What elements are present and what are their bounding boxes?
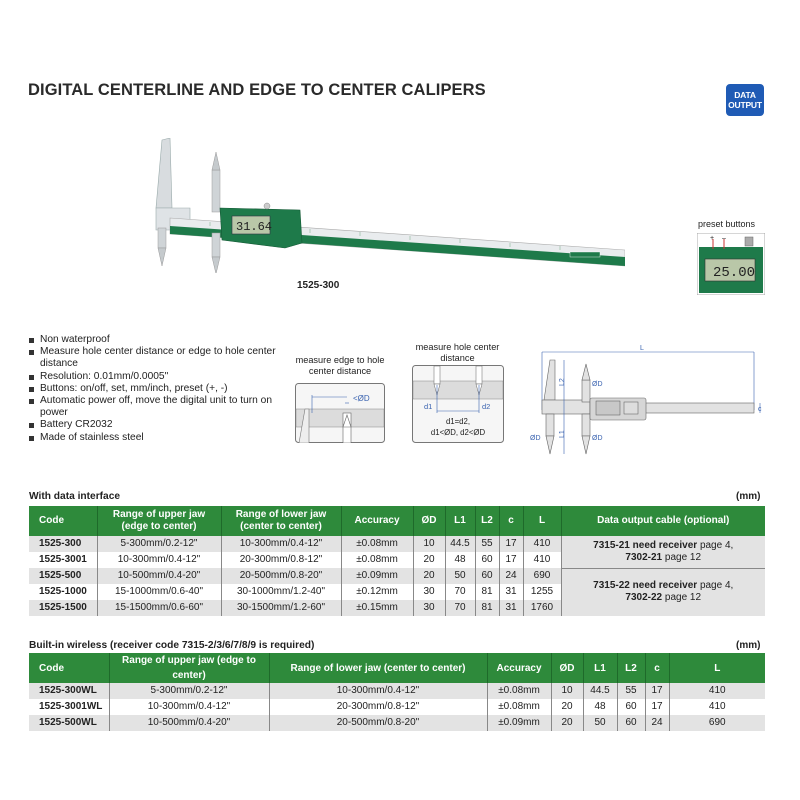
cell-l1: 50 xyxy=(445,568,475,584)
feature-item: Made of stainless steel xyxy=(28,432,288,444)
table1-title: With data interface xyxy=(29,491,121,502)
cell-code: 1525-1500 xyxy=(29,600,97,616)
dimension-diagram xyxy=(530,340,790,470)
cell-l2: 55 xyxy=(475,536,499,552)
cell-od: 30 xyxy=(413,600,445,616)
cell-code: 1525-3001 xyxy=(29,552,97,568)
cell-l2: 60 xyxy=(617,699,645,715)
svg-text:31.64: 31.64 xyxy=(236,220,273,234)
col-l1: L1 xyxy=(583,653,617,683)
cell-l2: 81 xyxy=(475,600,499,616)
cell-l1: 70 xyxy=(445,600,475,616)
cell-accuracy: ±0.08mm xyxy=(341,552,413,568)
hole-center-diagram xyxy=(412,365,504,443)
cell-c: 17 xyxy=(499,536,523,552)
edge-to-hole-diagram xyxy=(295,383,385,443)
cell-l: 410 xyxy=(523,552,561,568)
col-l: L xyxy=(669,653,765,683)
col-code: Code xyxy=(29,653,109,683)
cell-lower: 10-300mm/0.4-12" xyxy=(269,683,487,699)
feature-item: Buttons: on/off, set, mm/inch, preset (+, -) xyxy=(28,383,288,395)
cell-od: 10 xyxy=(551,683,583,699)
cell-code: 1525-3001WL xyxy=(29,699,109,715)
cell-accuracy: ±0.08mm xyxy=(487,683,551,699)
cell-upper: 10-300mm/0.4-12" xyxy=(97,552,221,568)
feature-item: Non waterproof xyxy=(28,334,288,346)
cell-accuracy: ±0.08mm xyxy=(341,536,413,552)
cell-c: 24 xyxy=(645,715,669,731)
cell-l1: 70 xyxy=(445,584,475,600)
col-od: ØD xyxy=(413,506,445,536)
cell-l: 690 xyxy=(523,568,561,584)
cell-c: 17 xyxy=(499,552,523,568)
svg-text:L: L xyxy=(640,345,644,352)
cell-lower: 30-1000mm/1.2-40" xyxy=(221,584,341,600)
col-upper-jaw: Range of upper jaw (edge to center) xyxy=(109,653,269,683)
cell-l1: 44.5 xyxy=(583,683,617,699)
svg-text:ØD: ØD xyxy=(592,435,603,442)
data-interface-table xyxy=(29,506,765,616)
cell-upper: 10-500mm/0.4-20" xyxy=(109,715,269,731)
col-lower-jaw: Range of lower jaw (center to center) xyxy=(269,653,487,683)
table-row xyxy=(29,699,765,715)
feature-list xyxy=(28,334,288,444)
cell-l: 410 xyxy=(669,699,765,715)
preset-buttons-label: preset buttons xyxy=(698,219,756,229)
cell-code: 1525-1000 xyxy=(29,584,97,600)
svg-text:d1=d2,: d1=d2, xyxy=(445,417,471,426)
svg-text:d1<ØD, d2<ØD: d1<ØD, d2<ØD xyxy=(430,428,486,437)
cell-l1: 48 xyxy=(583,699,617,715)
cell-accuracy: ±0.09mm xyxy=(341,568,413,584)
cell-l: 1760 xyxy=(523,600,561,616)
cell-l1: 44.5 xyxy=(445,536,475,552)
svg-text:d1: d1 xyxy=(424,402,433,411)
cell-lower: 20-500mm/0.8-20" xyxy=(221,568,341,584)
col-l1: L1 xyxy=(445,506,475,536)
page-title: DIGITAL CENTERLINE AND EDGE TO CENTER CALIPERS xyxy=(28,81,486,99)
col-code: Code xyxy=(29,506,97,536)
cell-lower: 30-1500mm/1.2-60" xyxy=(221,600,341,616)
badge-line1: DATA xyxy=(734,90,756,100)
table1-unit: (mm) xyxy=(736,491,761,502)
col-cable: Data output cable (optional) xyxy=(561,506,765,536)
col-l2: L2 xyxy=(617,653,645,683)
preset-buttons-image xyxy=(697,233,765,295)
cell-code: 1525-500WL xyxy=(29,715,109,731)
edge-diagram-label: measure edge to hole center distance xyxy=(295,355,385,376)
cell-accuracy: ±0.09mm xyxy=(487,715,551,731)
svg-text:L2: L2 xyxy=(559,378,566,386)
svg-text:c: c xyxy=(758,406,762,413)
feature-item: Resolution: 0.01mm/0.0005" xyxy=(28,371,288,383)
cell-od: 20 xyxy=(413,568,445,584)
cell-l: 690 xyxy=(669,715,765,731)
data-output-badge xyxy=(726,84,764,116)
table-row xyxy=(29,715,765,731)
cell-l2: 60 xyxy=(475,568,499,584)
cell-lower: 20-300mm/0.8-12" xyxy=(269,699,487,715)
cell-code: 1525-300 xyxy=(29,536,97,552)
caliper-product-image xyxy=(150,138,625,273)
cell-upper: 5-300mm/0.2-12" xyxy=(97,536,221,552)
svg-text:d2: d2 xyxy=(482,402,491,411)
col-c: c xyxy=(499,506,523,536)
cell-l: 410 xyxy=(669,683,765,699)
col-c: c xyxy=(645,653,669,683)
col-lower-jaw: Range of lower jaw (center to center) xyxy=(221,506,341,536)
cell-cable-2: 7315-22 need receiver page 4, 7302-22 page 12 xyxy=(561,568,765,616)
cell-c: 17 xyxy=(645,683,669,699)
col-accuracy: Accuracy xyxy=(487,653,551,683)
cell-code: 1525-500 xyxy=(29,568,97,584)
cell-od: 10 xyxy=(413,536,445,552)
product-model-label: 1525-300 xyxy=(297,280,340,291)
col-od: ØD xyxy=(551,653,583,683)
feature-item: Measure hole center distance or edge to hole center distance xyxy=(28,346,288,370)
cell-l: 410 xyxy=(523,536,561,552)
wireless-table xyxy=(29,653,765,731)
col-upper-jaw: Range of upper jaw (edge to center) xyxy=(97,506,221,536)
cell-upper: 10-300mm/0.4-12" xyxy=(109,699,269,715)
table-row xyxy=(29,536,765,552)
cell-od: 30 xyxy=(413,584,445,600)
cell-upper: 5-300mm/0.2-12" xyxy=(109,683,269,699)
svg-text:+: + xyxy=(710,235,715,242)
cell-c: 31 xyxy=(499,584,523,600)
svg-text:–: – xyxy=(722,235,726,242)
table-row xyxy=(29,683,765,699)
col-l: L xyxy=(523,506,561,536)
cell-od: 20 xyxy=(551,699,583,715)
svg-text:ØD: ØD xyxy=(530,435,541,442)
table-row xyxy=(29,568,765,584)
cell-l2: 60 xyxy=(617,715,645,731)
cell-upper: 10-500mm/0.4-20" xyxy=(97,568,221,584)
badge-line2: OUTPUT xyxy=(728,100,762,110)
cell-code: 1525-300WL xyxy=(29,683,109,699)
cell-upper: 15-1000mm/0.6-40" xyxy=(97,584,221,600)
svg-text:25.00: 25.00 xyxy=(713,265,756,281)
feature-item: Battery CR2032 xyxy=(28,419,288,431)
cell-c: 24 xyxy=(499,568,523,584)
cell-lower: 20-300mm/0.8-12" xyxy=(221,552,341,568)
cell-c: 17 xyxy=(645,699,669,715)
cell-lower: 20-500mm/0.8-20" xyxy=(269,715,487,731)
cell-l1: 48 xyxy=(445,552,475,568)
cell-l2: 60 xyxy=(475,552,499,568)
table2-title: Built-in wireless (receiver code 7315-2/3/6/7/8/9 is required) xyxy=(29,640,315,651)
table-header-row xyxy=(29,506,765,536)
table2-unit: (mm) xyxy=(736,640,761,651)
cell-l1: 50 xyxy=(583,715,617,731)
cell-l: 1255 xyxy=(523,584,561,600)
cell-od: 20 xyxy=(413,552,445,568)
cell-l2: 55 xyxy=(617,683,645,699)
col-accuracy: Accuracy xyxy=(341,506,413,536)
cell-l2: 81 xyxy=(475,584,499,600)
table-header-row xyxy=(29,653,765,683)
svg-text:<ØD: <ØD xyxy=(353,394,370,403)
cell-accuracy: ±0.12mm xyxy=(341,584,413,600)
cell-cable-1: 7315-21 need receiver page 4, 7302-21 page 12 xyxy=(561,536,765,568)
hole-diagram-label: measure hole center distance xyxy=(415,342,500,363)
svg-text:L1: L1 xyxy=(559,430,566,438)
svg-text:ØD: ØD xyxy=(592,381,603,388)
feature-item: Automatic power off, move the digital unit to turn on power xyxy=(28,395,288,419)
col-l2: L2 xyxy=(475,506,499,536)
cell-accuracy: ±0.08mm xyxy=(487,699,551,715)
cell-upper: 15-1500mm/0.6-60" xyxy=(97,600,221,616)
cell-accuracy: ±0.15mm xyxy=(341,600,413,616)
cell-lower: 10-300mm/0.4-12" xyxy=(221,536,341,552)
cell-od: 20 xyxy=(551,715,583,731)
cell-c: 31 xyxy=(499,600,523,616)
